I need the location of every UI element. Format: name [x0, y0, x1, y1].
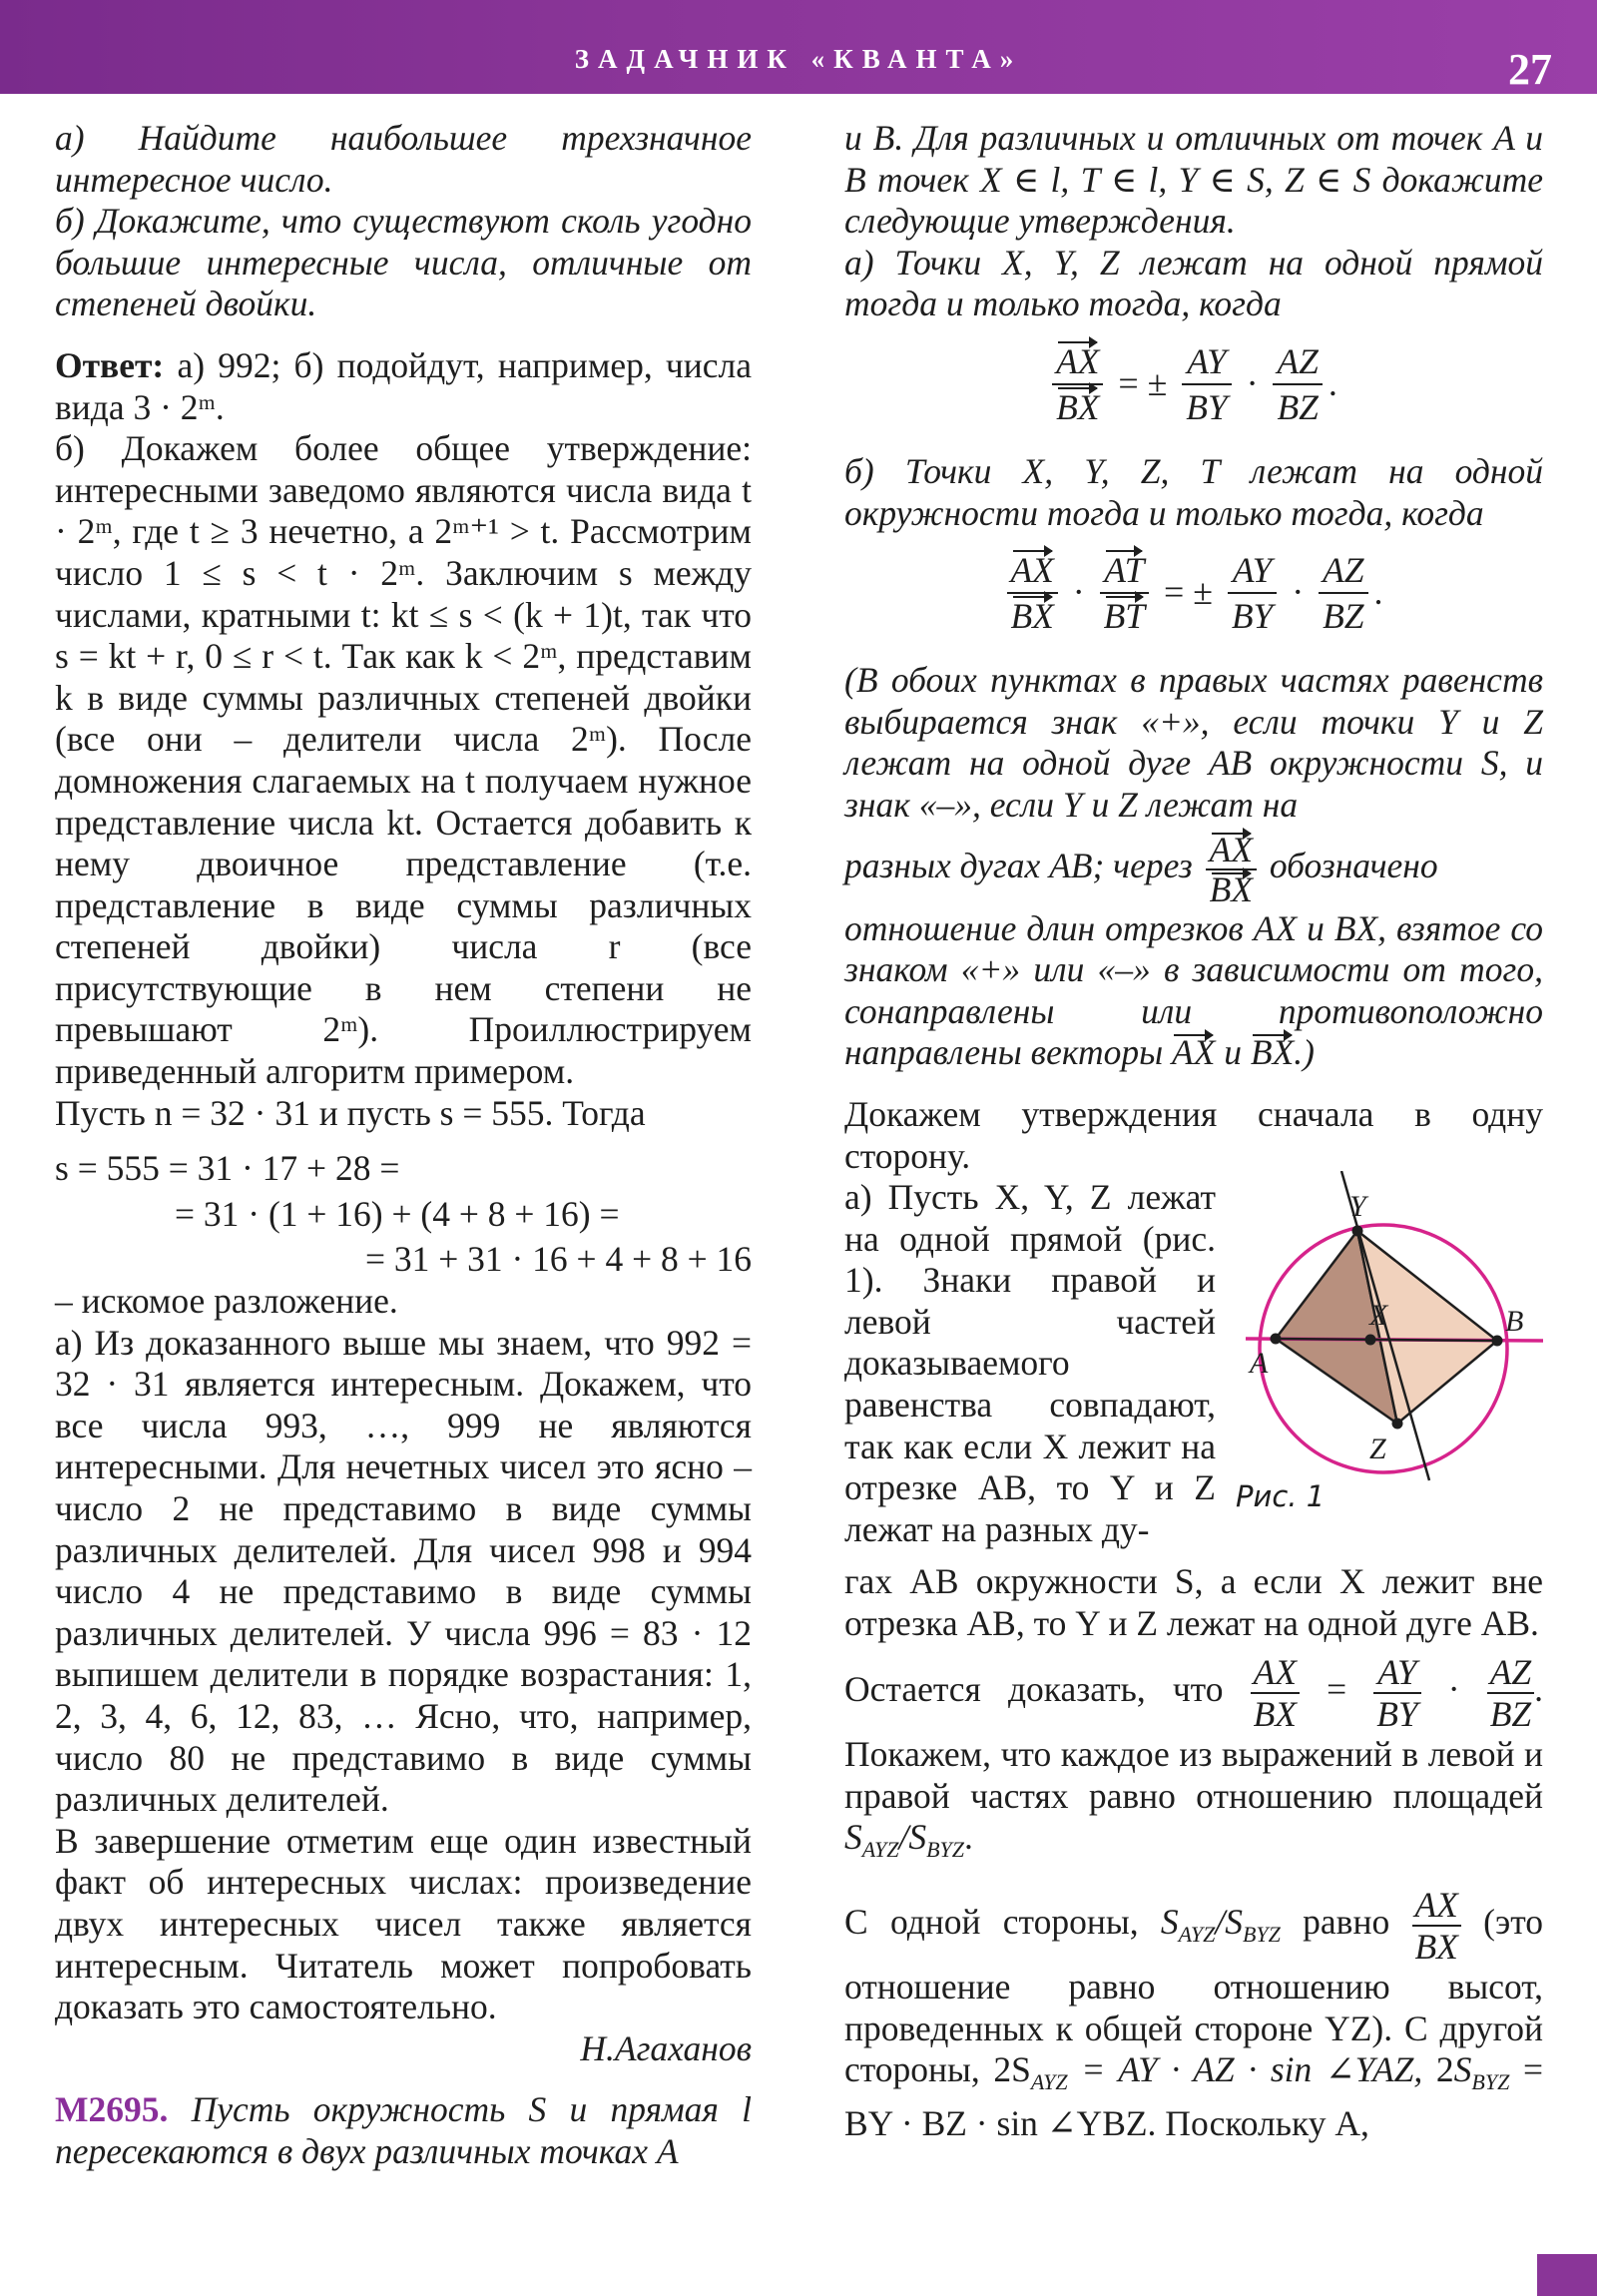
formula-a: $\frac{AX}{BX}$ = ± $\frac{AY}{BY}$ · $\frac{AZ}{BZ}$ .: [844, 339, 1543, 437]
problem-number: М2695.: [55, 2089, 169, 2130]
fraction-vec-ax-bx: $\frac{AX}{BX}$: [1052, 339, 1103, 429]
left-column: [55, 118, 752, 2173]
point-x: [1365, 1335, 1376, 1346]
remains-to-prove: Остается доказать, что $\frac{AX}{BX}$ = $\frac{AY}{BY}$ · $\frac{AZ}{BZ}$ . Покажем, что каждое из выражений в левой и правой частях равно отношению площадей $S_{AYZ}/S_{BYZ}$.: [844, 1652, 1544, 1863]
equation-tail: – искомое разложение.: [55, 1281, 398, 1322]
fraction-ax-bx: $\frac{AX}{BX}$: [1251, 1652, 1300, 1734]
label-b: B: [1505, 1305, 1524, 1339]
author-signature: Н.Агаханов: [580, 2027, 752, 2068]
equation-line-3: = 31 + 31 · 16 + 4 + 8 + 16: [364, 1239, 752, 1280]
label-x: X: [1369, 1299, 1388, 1333]
page-corner-mark: [1537, 2254, 1597, 2296]
problem-part-a: а) Найдите наибольшее трехзначное интересное число.: [55, 118, 752, 200]
answer: [55, 345, 752, 428]
point-y: [1352, 1226, 1363, 1237]
section-title: ЗАДАЧНИК «КВАНТА»: [574, 44, 1023, 74]
proof-intro: Докажем утверждения сначала в одну сторону.: [844, 1093, 1543, 1176]
fraction-ay-by: $\frac{AY}{BY}$: [1182, 339, 1231, 429]
note-part-3: отношение длин отрезков AX и BX, взятое со знаком «+» или «–» в зависимости от того, сонаправлены или противоположно направлены векторы AX и BX.): [844, 907, 1543, 1073]
fraction-vec-at-bt: $\frac{AT}{BT}$: [1100, 548, 1149, 638]
note-part-1: (В обоих пунктах в правых частях равенств выбирается знак «+», если точки Y и Z лежат на одной дуге AB окружности S, и знак «–», если Y и Z лежат на: [844, 660, 1543, 825]
fraction-vec-ax-bx: $\frac{AX}{BX}$: [1007, 548, 1058, 638]
next-problem: [55, 2089, 752, 2172]
fraction-ay-by: $\frac{AY}{BY}$: [1373, 1652, 1420, 1734]
statement-b: б) Точки X, Y, Z, T лежат на одной окружности тогда и только тогда, когда: [844, 450, 1543, 533]
fraction-ax-bx: $\frac{AX}{BX}$: [1412, 1885, 1461, 1967]
one-side: С одной стороны, $S_{AYZ}/S_{BYZ}$ равно $\frac{AX}{BX}$ (это отношение равно отношению высот, проведенных к общей стороне YZ). С другой стороны, $2S_{AYZ}$ = AY · AZ · sin ∠YAZ, $2S_{BYZ}$ = BY · BZ · sin ∠YBZ. Поскольку A,: [844, 1885, 1544, 2144]
page-header: [0, 0, 1597, 94]
figure-caption: Рис. 1: [1236, 1479, 1326, 1514]
equation-line-1: s = 555 = 31 · 17 + 28 =: [55, 1148, 400, 1189]
point-b: [1492, 1336, 1503, 1347]
note-part-2: разных дугах AB; через $\frac{AX}{BX}$ обозначено: [844, 829, 1438, 909]
fraction-vec-ax-bx: $\frac{AX}{BX}$: [1206, 831, 1257, 908]
answer-label: Ответ:: [55, 344, 165, 385]
fraction-az-bz: $\frac{AZ}{BZ}$: [1487, 1652, 1534, 1734]
equation-line-2: = 31 · (1 + 16) + (4 + 8 + 16) =: [175, 1193, 620, 1234]
point-z: [1392, 1419, 1403, 1430]
proof-a-rest: гах AB окружности S, а если X лежит вне отрезка AB, то Y и Z лежат на одной дуге AB.: [844, 1561, 1543, 1643]
fraction-ay-by: $\frac{AY}{BY}$: [1228, 548, 1277, 638]
next-problem-text: Пусть окружность S и прямая l пересекаются в двух различных точках A: [55, 2089, 752, 2171]
figure-1-diagram: [1232, 1171, 1543, 1500]
fraction-az-bz: $\frac{AZ}{BZ}$: [1273, 339, 1322, 429]
proof-part-a: а) Из доказанного выше мы знаем, что 992 = 32 · 31 является интересным. Докажем, что все числа 993, …, 999 не являются интересными. Для нечетных чисел это ясно – число 2 не представимо в виде суммы различных делителей. Для чисел 998 и 994 число 4 не представимо в виде суммы различных делителей. У числа 996 = 83 · 12 выпишем делители в порядке возрастания: 1, 2, 3, 4, 6, 12, 83, … Ясно, что, например, число 80 не представимо в виде суммы различных делителей.: [55, 1322, 752, 1820]
label-z: Z: [1369, 1433, 1386, 1466]
label-a: A: [1250, 1347, 1269, 1381]
problem-part-b: б) Докажите, что существуют сколь угодно большие интересные числа, отличные от степеней двойки.: [55, 201, 752, 324]
right-column: [844, 118, 1543, 2145]
proof-part-b: б) Докажем более общее утверждение: интересными заведомо являются числа вида t · 2ᵐ, где t ≥ 3 нечетно, а 2ᵐ⁺¹ > t. Рассмотрим число 1 ≤ s < t · 2ᵐ. Заключим s между числами, кратными t: kt ≤ s < (k + 1)t, так что s = kt + r, 0 ≤ r < t. Так как k < 2ᵐ, представим k в виде суммы различных степеней двойки (все они – делители числа 2ᵐ). После домножения слагаемых на t получаем нужное представление числа kt. Остается добавить к нему двоичное представление (т.е. представление в виде суммы различных степеней двойки) числа r (все присутствующие в нем степени не превышают 2ᵐ). Проиллюстрируем приведенный алгоритм примером.: [55, 428, 752, 1092]
conclusion: В завершение отметим еще один известный факт об интересных числах: произведение двух интересных чисел также является интересным. Читатель может попробовать доказать это самостоятельно.: [55, 1820, 752, 2027]
fraction-az-bz: $\frac{AZ}{BZ}$: [1319, 548, 1367, 638]
figure-block: [844, 1177, 1543, 1571]
statement-a: а) Точки X, Y, Z лежат на одной прямой тогда и только тогда, когда: [844, 242, 1543, 324]
label-y: Y: [1349, 1190, 1366, 1224]
example-intro: Пусть n = 32 · 31 и пусть s = 555. Тогда: [55, 1092, 646, 1133]
problem-continuation: и B. Для различных и отличных от точек A и B точек X ∈ l, T ∈ l, Y ∈ S, Z ∈ S докажите следующие утверждения.: [844, 118, 1543, 242]
answer-text: а) 992; б) подойдут, например, числа вида 3 · 2ᵐ.: [55, 344, 753, 427]
page-number: 27: [1508, 45, 1552, 94]
point-a: [1271, 1334, 1282, 1345]
proof-a-wrapped: а) Пусть X, Y, Z лежат на одной прямой (рис. 1). Знаки правой и левой частей доказываемого равенства совпадают, так как если X лежит на отрезке AB, то Y и Z лежат на разных ду-: [844, 1177, 1216, 1549]
formula-b: $\frac{AX}{BX}$ · $\frac{AT}{BT}$ = ± $\frac{AY}{BY}$ · $\frac{AZ}{BZ}$ .: [844, 548, 1543, 646]
page-margin: [0, 0, 55, 2296]
